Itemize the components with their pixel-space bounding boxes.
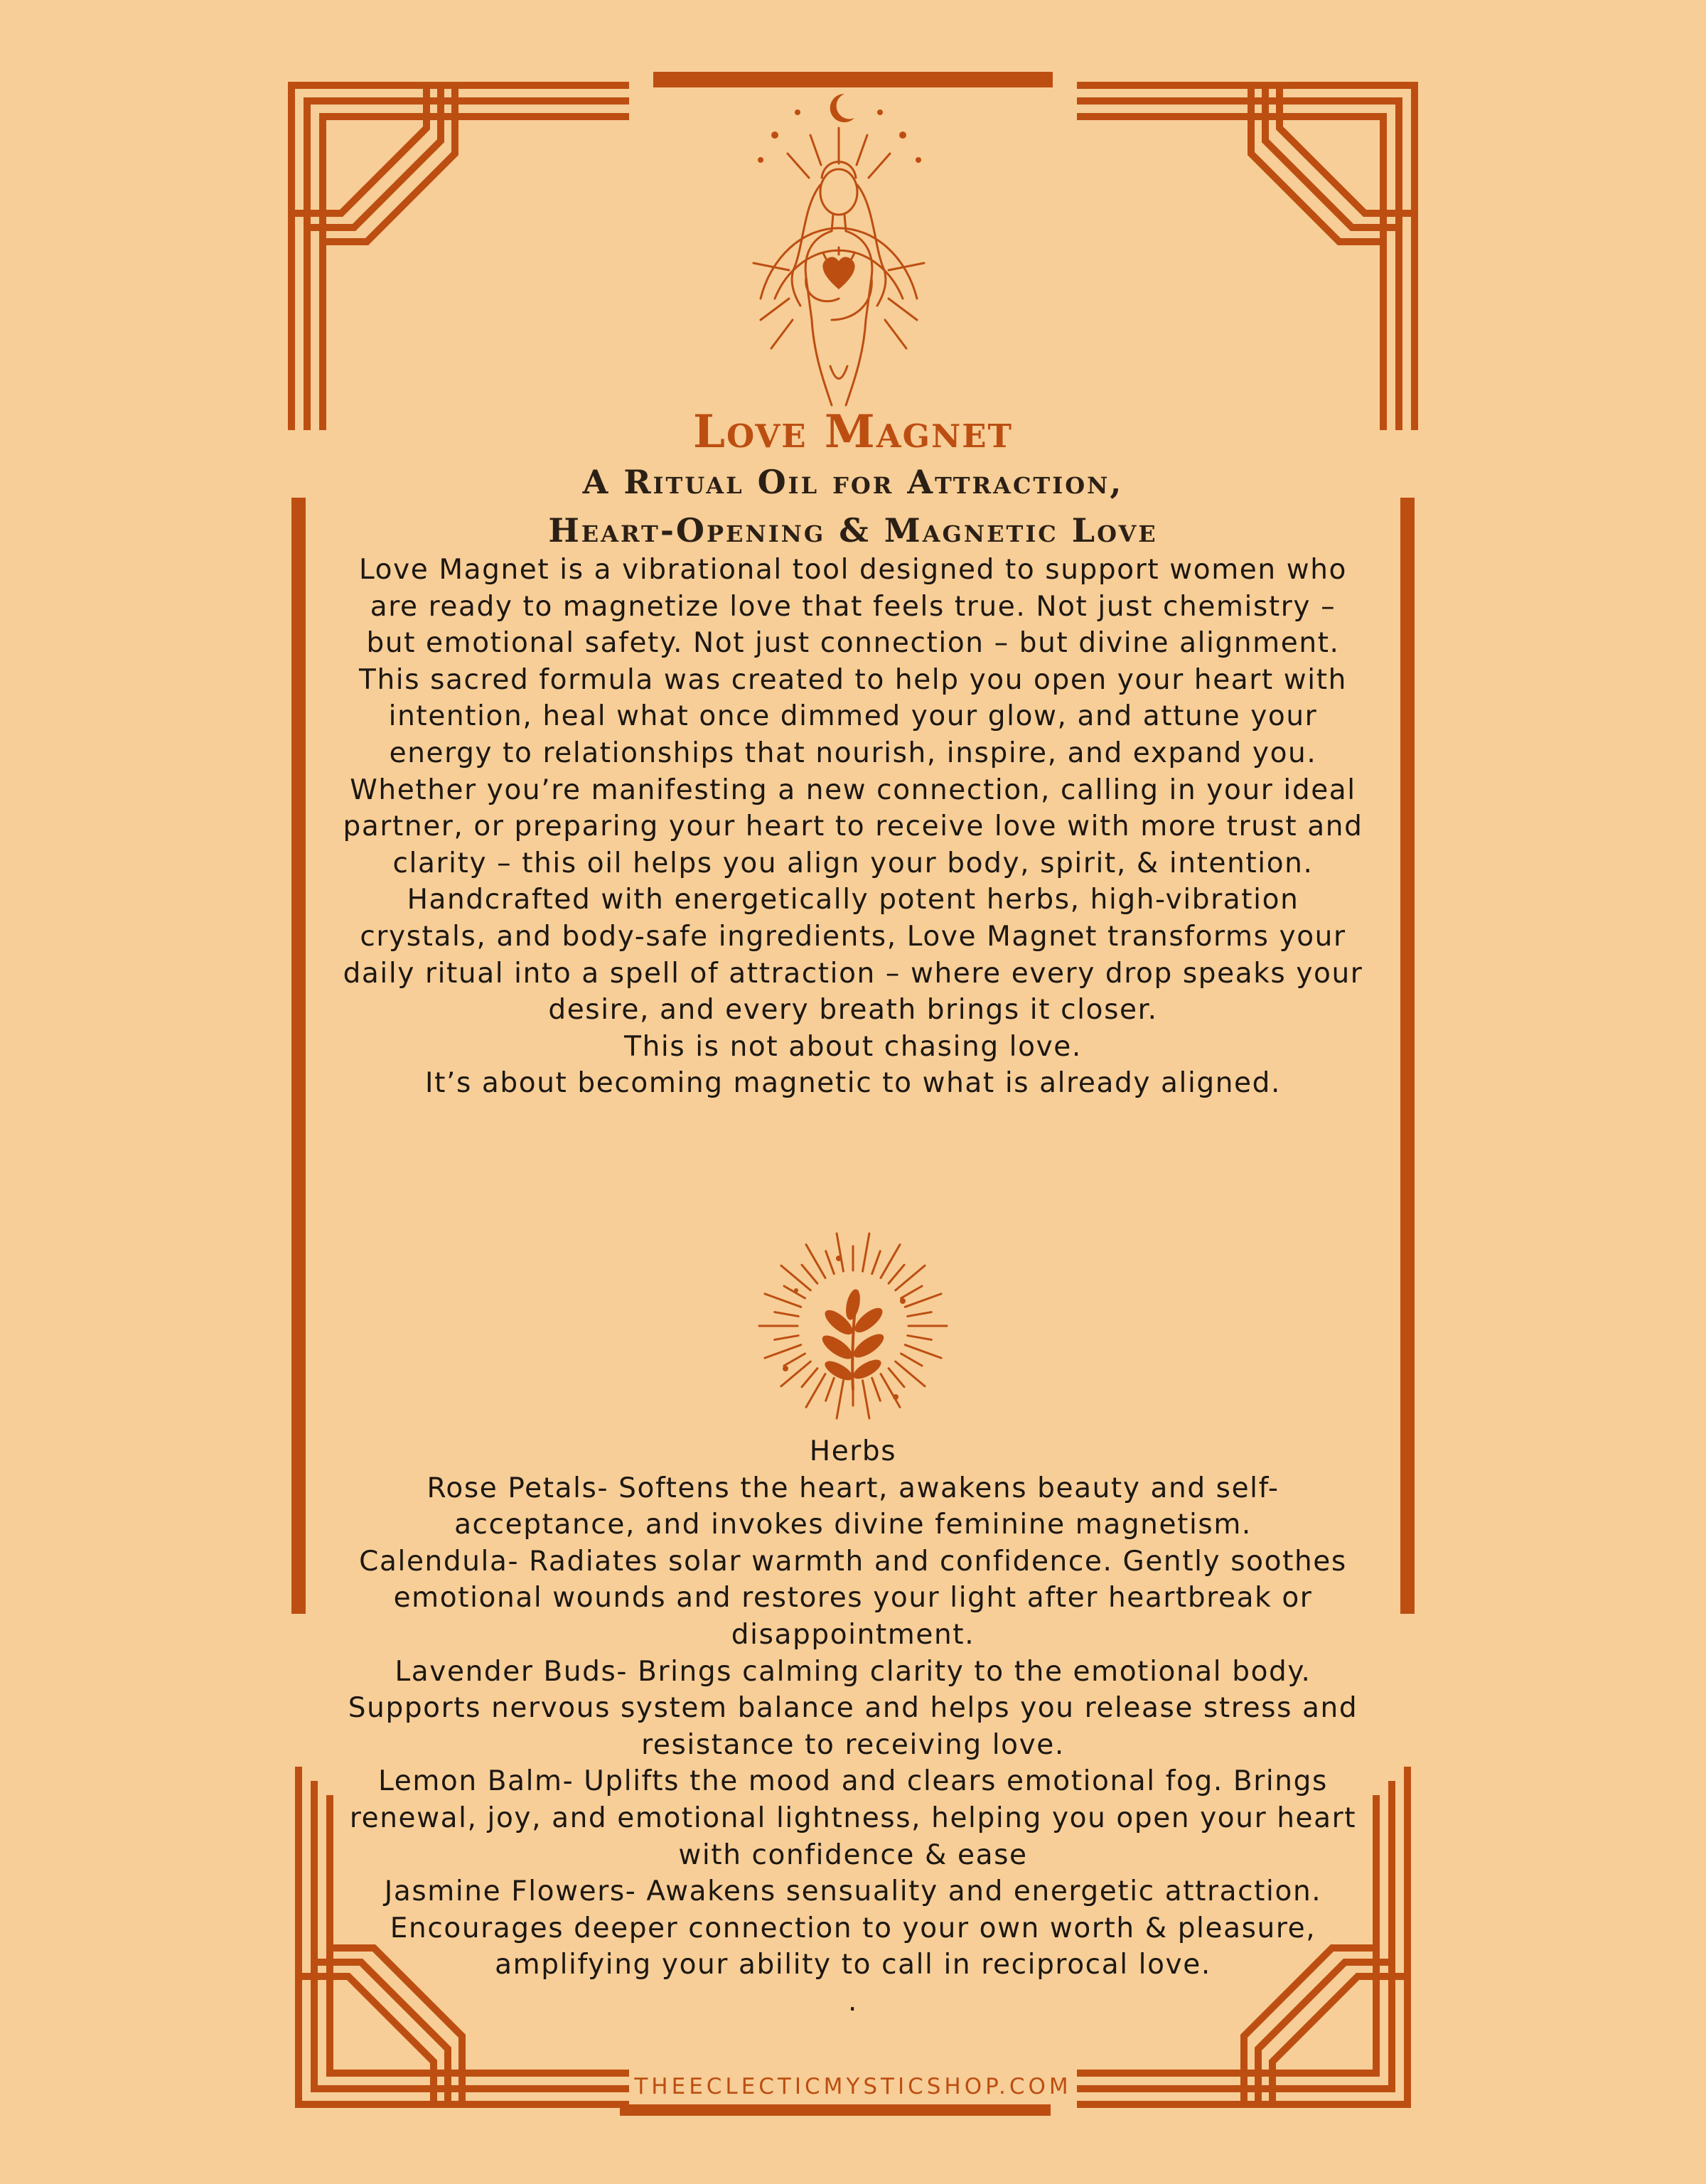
corner-top-right (1080, 85, 1415, 427)
intro-paragraph: This is not about chasing love. (624, 1030, 1082, 1063)
intro-paragraph: Love Magnet is a vibrational tool designed to support women who are ready to magnetize love that feels true. Not just chemistry – but emotional safety. Not just connection – but divine alignment. (359, 554, 1347, 660)
intro-paragraph: It’s about becoming magnetic to what is already aligned. (424, 1067, 1282, 1100)
subtitle-line-1: A Ritual Oil for Attraction, (582, 463, 1124, 501)
subtitle-line-2: Heart-Opening & Magnetic Love (548, 511, 1158, 550)
intro-section (341, 552, 1365, 1102)
intro-paragraph: This sacred formula was created to help you open your heart with intention, heal what once dimmed your glow, and attune your energy to relationships that nourish, inspire, and expand you. (359, 663, 1347, 769)
corner-top-left (291, 85, 626, 427)
page-subtitle (0, 458, 1706, 555)
sprouting-leaf-burst-icon (753, 1226, 953, 1425)
footer-website-link[interactable]: THEECLECTICMYSTICSHOP.COM (634, 2074, 1072, 2099)
herb-item: . (848, 1985, 858, 2018)
herbs-heading: Herbs (809, 1435, 897, 1467)
intro-paragraph: Handcrafted with energetically potent herbs, high-vibration crystals, and body-safe ingredients, Love Magnet transforms your daily ritual into a spell of attraction – where every drop speaks your desire, and every breath brings it closer. (343, 884, 1363, 1027)
page-title: Love Magnet (692, 405, 1013, 459)
herb-item: Jasmine Flowers- Awakens sensuality and energetic attraction. Encourages deeper connection to your own worth & pleasure, amplifying your ability to call in reciprocal love. (384, 1875, 1322, 1981)
herb-item: Rose Petals- Softens the heart, awakens beauty and self-acceptance, and invokes divine feminine magnetism. (426, 1472, 1280, 1541)
herb-item: Calendula- Radiates solar warmth and confidence. Gently soothes emotional wounds and restores your light after heartbreak or disappointment. (359, 1545, 1347, 1651)
intro-paragraph: Whether you’re manifesting a new connection, calling in your ideal partner, or preparing your heart to receive love with more trust and clarity – this oil helps you align your body, spirit, & intention. (343, 774, 1363, 879)
goddess-heart-illustration-icon (732, 85, 945, 412)
herb-item: Lemon Balm- Uplifts the mood and clears emotional fog. Brings renewal, joy, and emotional lightness, helping you open your heart with confidence & ease (349, 1765, 1357, 1871)
herbs-section (341, 1433, 1365, 2020)
herb-item: Lavender Buds- Brings calming clarity to the emotional body. Supports nervous system balance and helps you release stress and resistance to receiving love. (348, 1655, 1358, 1761)
